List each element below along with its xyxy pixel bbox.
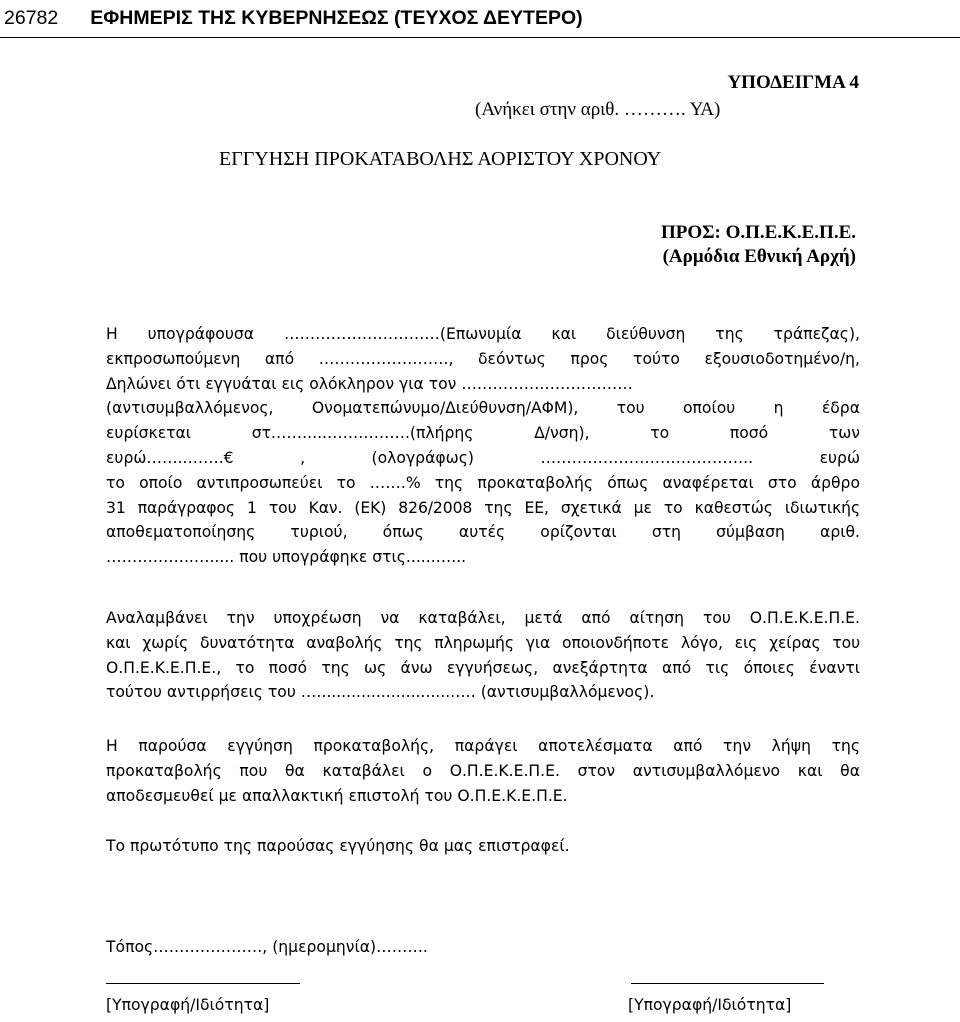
guarantee-paragraph-3 <box>106 734 860 808</box>
guarantee-paragraph-2 <box>106 606 860 705</box>
document-title: ΕΓΓΥΗΣΗ ΠΡΟΚΑΤΑΒΟΛΗΣ ΑΟΡΙΣΤΟΥ ΧΡΟΝΟΥ <box>219 148 662 170</box>
paragraph-line: ευρώ……..…….€ , (ολογράφως) ………………………………….. ευρώ <box>106 448 860 467</box>
paragraph-line: Το πρωτότυπο της παρούσας εγγύησης θα μας επιστραφεί. <box>106 837 570 855</box>
paragraph-line: ……………..…..... που υπογράφηκε στις......…... <box>106 548 467 567</box>
place-date-text: Τόπος…………………, (ημερομηνία)………. <box>106 938 428 956</box>
sample-label: ΥΠΟΔΕΙΓΜΑ 4 <box>727 72 859 93</box>
signature-line-left <box>106 983 300 984</box>
signature-label-left: [Υπογραφή/Ιδιότητα] <box>106 996 270 1014</box>
paragraph-line: αποθεματοποίησης τυριού, όπως αυτές ορίζονται στη σύμβαση αριθ. <box>106 523 860 542</box>
recipient-authority: (Αρμόδια Εθνική Αρχή) <box>662 246 856 267</box>
signature-label-right: [Υπογραφή/Ιδιότητα] <box>628 996 792 1014</box>
paragraph-line: τούτου αντιρρήσεις του …............................…. (αντισυμβαλλόμενος). <box>106 683 655 702</box>
page-number: 26782 <box>4 7 59 29</box>
recipient-line: ΠΡΟΣ: Ο.Π.Ε.Κ.Ε.Π.Ε. <box>660 222 856 243</box>
paragraph-line: Αναλαμβάνει την υποχρέωση να καταβάλει, μετά από αίτηση του Ο.Π.Ε.Κ.Ε.Π.Ε. <box>106 609 860 627</box>
signature-line-right <box>631 983 824 984</box>
paragraph-line: Η παρούσα εγγύηση προκαταβολής, παράγει αποτελέσματα από την λήψη της <box>106 737 860 755</box>
paragraph-line: ευρίσκεται στ.……....…………….(πλήρης Δ/νση), το ποσό των <box>106 424 860 443</box>
paragraph-line: (αντισυμβαλλόμενος, Ονοματεπώνυμο/Διεύθυνση/ΑΦΜ), του οποίου η έδρα <box>106 399 860 418</box>
guarantee-paragraph-1 <box>106 322 860 570</box>
paragraph-line: εκπροσωπούμενη από ……………………., δεόντως προς τούτο εξουσιοδοτημένο/η, <box>106 349 860 368</box>
header-divider <box>0 37 960 38</box>
paragraph-line: Ο.Π.Ε.Κ.Ε.Π.Ε., το ποσό της ως άνω εγγυήσεως, ανεξάρτητα από τις όποιες έναντι <box>106 658 860 677</box>
gazette-title: ΕΦΗΜΕΡΙΣ ΤΗΣ ΚΥΒΕΡΝΗΣΕΩΣ (ΤΕΥΧΟΣ ΔΕΥΤΕΡΟ) <box>90 7 583 29</box>
paragraph-line: 31 παράγραφος 1 του Καν. (ΕΚ) 826/2008 της ΕΕ, σχετικά με το καθεστώς ιδιωτικής <box>106 498 860 517</box>
paragraph-line: αποδεσμευθεί με απαλλακτική επιστολή του Ο.Π.Ε.Κ.Ε.Π.Ε. <box>106 786 568 805</box>
paragraph-line: προκαταβολής που θα καταβάλει ο Ο.Π.Ε.Κ.Ε.Π.Ε. στον αντισυμβαλλόμενο και θα <box>106 761 860 780</box>
place-date-line <box>106 935 860 960</box>
paragraph-line: το οποίο αντιπροσωπεύει το …….% της προκαταβολής όπως αναφέρεται στο άρθρο <box>106 473 860 492</box>
belongs-to-note: (Ανήκει στην αριθ. ………. ΥΑ) <box>475 99 721 120</box>
paragraph-line: Δηλώνει ότι εγγυάται εις ολόκληρον για τον …………………………… <box>106 374 633 393</box>
paragraph-line: Η υπογράφουσα …………………………(Επωνυμία και διεύθυνση της τράπεζας), <box>106 325 860 343</box>
guarantee-paragraph-4 <box>106 834 860 859</box>
paragraph-line: και χωρίς δυνατότητα αναβολής της πληρωμής για οποιονδήποτε λόγο, εις χείρας του <box>106 633 860 652</box>
page-header <box>4 3 956 33</box>
